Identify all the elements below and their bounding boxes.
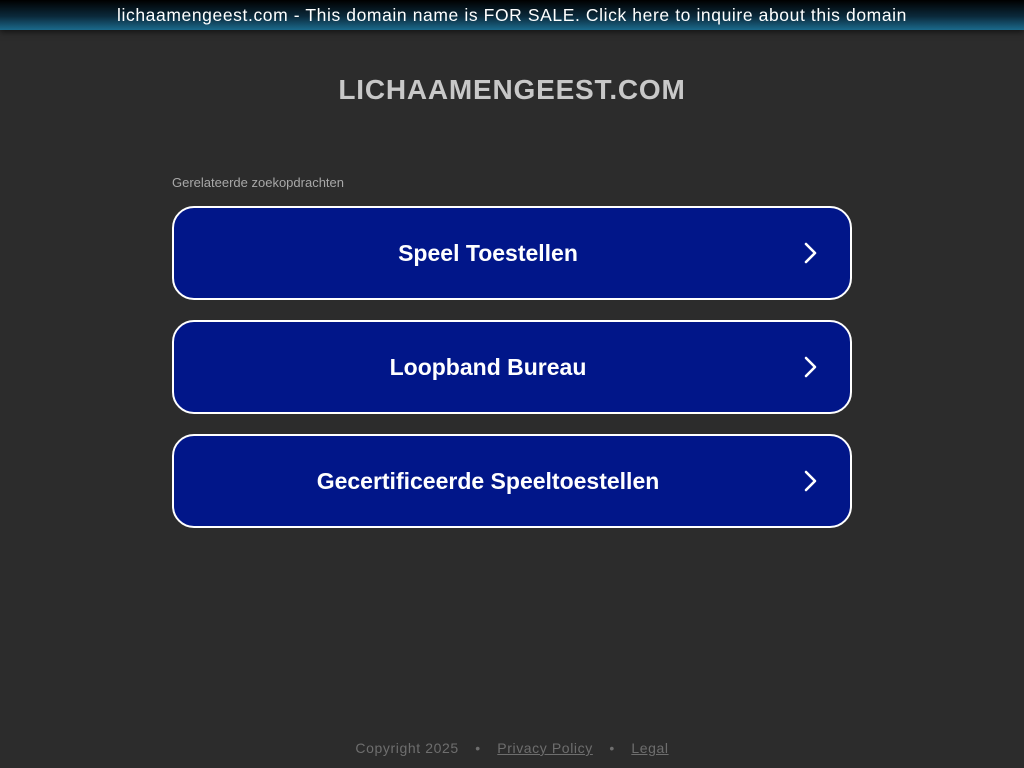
- footer-separator: •: [609, 740, 615, 756]
- related-search-button-loopband-bureau[interactable]: [172, 320, 852, 414]
- for-sale-banner-text[interactable]: lichaamengeest.com - This domain name is FOR SALE. Click here to inquire about this domain: [117, 4, 907, 25]
- privacy-policy-link[interactable]: Privacy Policy: [497, 740, 593, 756]
- footer: [0, 740, 1024, 756]
- related-search-label: Speel Toestellen: [398, 239, 578, 266]
- footer-separator: •: [475, 740, 481, 756]
- chevron-right-icon: [800, 241, 820, 265]
- copyright-text: Copyright 2025: [355, 740, 459, 756]
- legal-link[interactable]: Legal: [631, 740, 669, 756]
- related-search-label: Gecertificeerde Speeltoestellen: [316, 467, 660, 494]
- site-title: LICHAAMENGEEST.COM: [338, 74, 686, 105]
- related-search-button-gecertificeerde-speeltoestellen[interactable]: [172, 434, 852, 528]
- for-sale-banner[interactable]: [0, 0, 1024, 30]
- related-searches-label: Gerelateerde zoekopdrachten: [172, 175, 345, 190]
- chevron-right-icon: [800, 355, 820, 379]
- chevron-right-icon: [800, 469, 820, 493]
- related-search-label: Loopband Bureau: [389, 353, 587, 380]
- related-search-button-speel-toestellen[interactable]: [172, 206, 852, 300]
- related-search-list: [172, 206, 852, 548]
